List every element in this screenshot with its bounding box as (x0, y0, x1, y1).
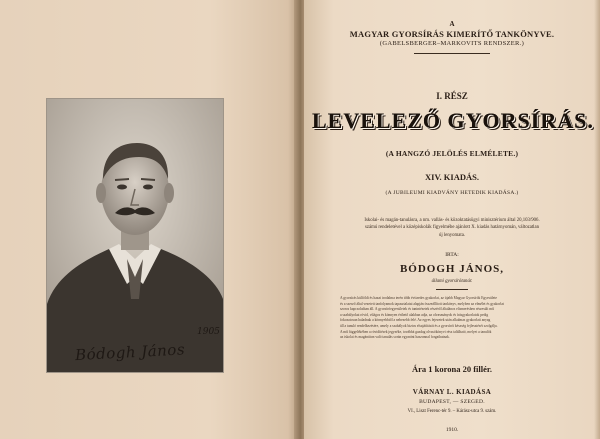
paragraph-line: az iskolai és magánúton való tanulás során egyaránt haszonnal forgathatnak. (340, 335, 450, 340)
paragraph-line: szoros kapcsolatban áll. A gyorsíróegyesületek és tanintézetek részéről általános elismerésben részesült mű (340, 307, 494, 312)
series-title: MAGYAR GYORSÍRÁS KIMERÍTŐ TANKÖNYVE. (349, 29, 555, 39)
series-prefix: A (449, 20, 455, 28)
jubilee-note: (A JUBILEUMI KIADVÁNY HETEDIK KIADÁSA.) (385, 190, 519, 196)
paragraph-line: fokozatosan haladnak a könnyebbtől a nehezebb felé. Az egyes fejezetek után alkalmas gyakorlati anyag (340, 318, 491, 323)
publication-year: 1910. (445, 427, 459, 433)
fine-print-paragraph (340, 296, 564, 341)
main-title: LEVELEZŐ GYORSÍRÁS. (312, 108, 594, 133)
divider (436, 289, 468, 290)
publisher: VÁRNAY L. KIADÁSA (412, 388, 492, 396)
description-line: számú rendeletével a középiskolák figyelmébe ajánlott X. kiadás határnyomán, változatlan (364, 225, 540, 231)
paragraph-line: A mű függelékében a rövidítések jegyzéke, továbbá gazdag olvasókönyvi rész található, melyet a tanulók (340, 329, 492, 334)
paragraph-line: áll a tanuló rendelkezésére, amely a szabályok biztos elsajátítását és a gyorsírói készség fejlesztését szolgálja. (340, 323, 498, 328)
shorthand-system: (GABELSBERGER–MARKOVITS RENDSZER.) (379, 40, 525, 47)
author-name: BÓDOGH JÁNOS, (399, 263, 505, 275)
description (359, 217, 545, 239)
publisher-address: VI., Liszt Ferenc-tér 9. – Kárász-utca 9. szám. (407, 409, 497, 414)
divider (414, 53, 490, 54)
subtitle: (A HANGZÓ JELÖLÉS ELMÉLETE.) (385, 149, 519, 158)
paragraph-line: A gyorsírás külföldi és hazai irodalma terén több évtizedes gyakorlat, az újabb Magyar Gyorsírók Egyesülete (340, 296, 497, 300)
by-label: IRTA: (445, 252, 459, 258)
part-number: I. RÉSZ (436, 91, 468, 101)
paragraph-line: a szabályokat rövid, világos és könnyen érthető alakban adja, az olvasmányok és írásgyakorlatok pedig (340, 312, 489, 317)
description-line: új lenyomata. (438, 232, 466, 238)
author-role: állami gyorsírótanár. (431, 279, 473, 284)
portrait-year-inscription: 1905 (197, 327, 220, 337)
author-signature: Bódogh János (74, 340, 186, 365)
author-portrait (47, 99, 223, 372)
price: Ára 1 korona 20 fillér. (411, 364, 493, 374)
paragraph-line: és a szerző által vezetett tanfolyamok tapasztalatai alapján összeállított tankönyv, melyben az elmélet és gyakorlat (340, 301, 504, 306)
title-page (304, 0, 600, 439)
description-line: Iskolai- és magán-tanulásra, a nm. vallás- és közoktatásügyi minisztérium által 20,103/906. (364, 218, 540, 223)
publisher-cities: BUDAPEST, — SZEGED. (419, 399, 485, 405)
edition: XIV. KIADÁS. (425, 172, 479, 182)
